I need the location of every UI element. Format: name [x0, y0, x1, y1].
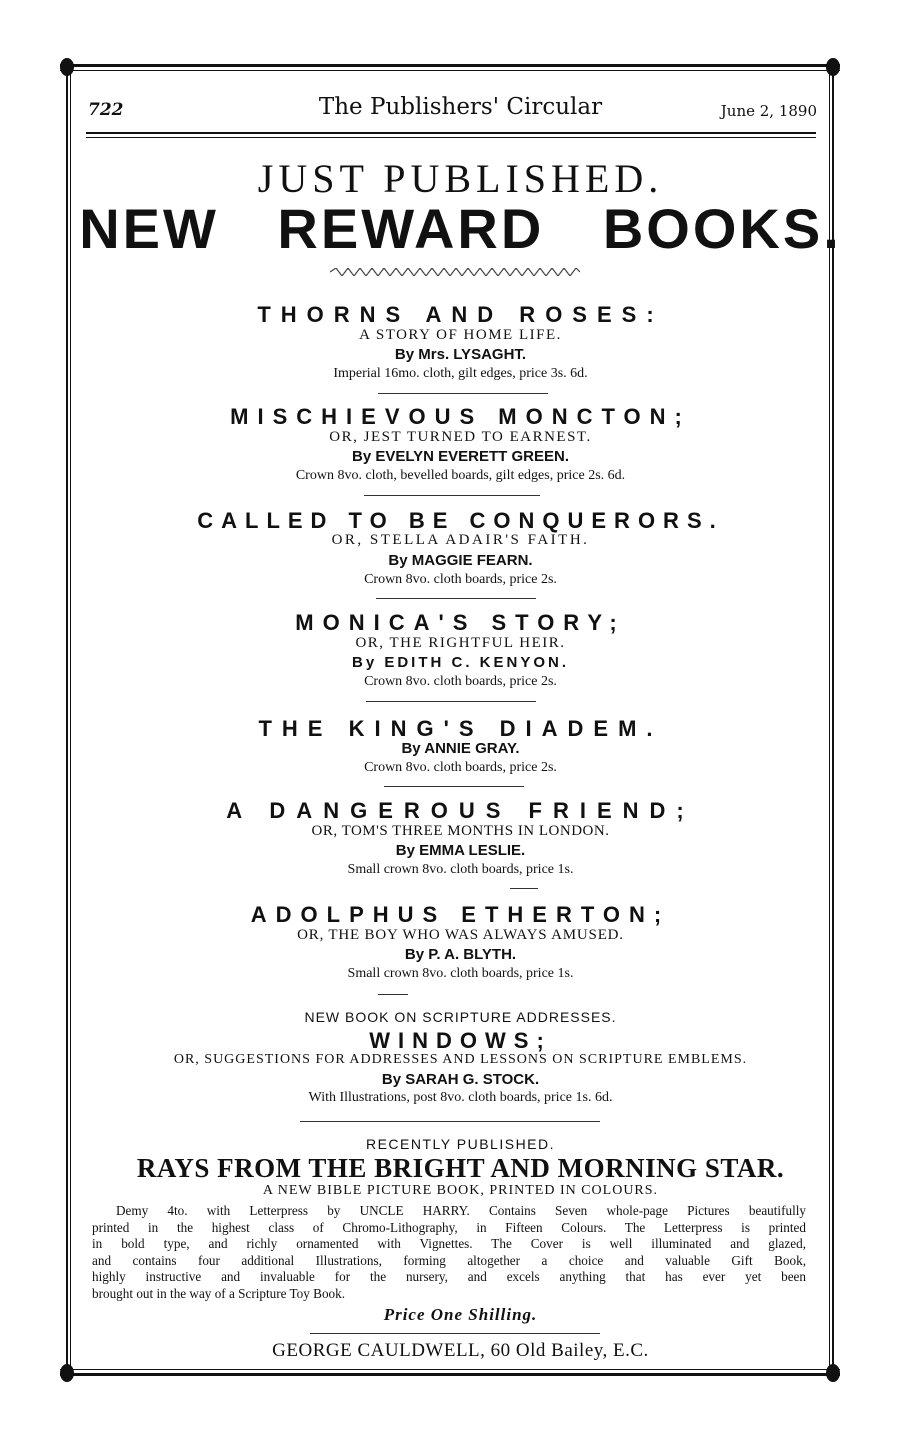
- journal-title: The Publishers' Circular: [318, 94, 603, 120]
- top-rule: [60, 64, 840, 67]
- book-author: By Mrs. LYSAGHT.: [394, 346, 527, 363]
- book-author: By ANNIE GRAY.: [401, 740, 520, 757]
- book-title: THORNS AND ROSES:: [257, 302, 664, 327]
- decorative-squiggle-icon: [330, 268, 580, 276]
- corner-ornament-icon: [60, 1364, 74, 1382]
- book-title: MISCHIEVOUS MONCTON;: [230, 404, 691, 429]
- scripture-heading: NEW BOOK ON SCRIPTURE ADDRESSES.: [304, 1009, 617, 1025]
- book-subtitle: OR, JEST TURNED TO EARNEST.: [329, 429, 592, 445]
- issue-date: June 2, 1890: [720, 102, 817, 120]
- bottom-rule: [60, 1373, 840, 1376]
- corner-ornament-icon: [826, 58, 840, 76]
- separator: [310, 1333, 600, 1334]
- separator: [378, 994, 408, 995]
- book-title: ADOLPHUS ETHERTON;: [250, 902, 671, 927]
- just-published-heading: JUST PUBLISHED.: [257, 156, 664, 201]
- header-rule-thin: [86, 137, 816, 138]
- book-price: Crown 8vo. cloth, bevelled boards, gilt edges, price 2s. 6d.: [295, 468, 626, 483]
- separator: [510, 888, 538, 889]
- book-author: By EVELYN EVERETT GREEN.: [351, 448, 569, 465]
- book-author: By MAGGIE FEARN.: [388, 552, 533, 569]
- book-price: Small crown 8vo. cloth boards, price 1s.: [347, 862, 574, 877]
- description-line: highly instructive and invaluable for the nursery, and excels anything that has ever yet been: [92, 1269, 806, 1285]
- recent-description: [92, 1203, 806, 1303]
- description-line: Demy 4to. with Letterpress by UNCLE HARRY. Contains Seven whole-page Pictures beautifully: [116, 1203, 806, 1218]
- separator: [366, 701, 536, 702]
- separator: [384, 786, 524, 787]
- recent-heading: RECENTLY PUBLISHED.: [365, 1136, 556, 1152]
- book-title: CALLED TO BE CONQUERORS.: [197, 508, 724, 533]
- book-price: Crown 8vo. cloth boards, price 2s.: [364, 572, 557, 587]
- book-price: With Illustrations, post 8vo. cloth boards, price 1s. 6d.: [308, 1090, 613, 1105]
- recent-title: RAYS FROM THE BRIGHT AND MORNING STAR.: [136, 1153, 785, 1183]
- book-author: By EDITH C. KENYON.: [351, 654, 570, 671]
- new-reward-books-heading: NEW REWARD BOOKS.: [79, 197, 842, 260]
- book-title: THE KING'S DIADEM.: [258, 716, 663, 741]
- book-author: By EMMA LESLIE.: [395, 842, 526, 859]
- description-line: in bold type, and richly ornamented with Vignettes. The Cover is well illuminated and glazed,: [92, 1236, 806, 1252]
- book-subtitle: OR, THE RIGHTFUL HEIR.: [355, 635, 566, 651]
- recent-price: Price One Shilling.: [383, 1305, 538, 1324]
- book-price: Crown 8vo. cloth boards, price 2s.: [364, 674, 557, 689]
- bottom-rule-thin: [60, 1369, 840, 1370]
- book-author: By SARAH G. STOCK.: [381, 1071, 540, 1088]
- separator: [300, 1121, 600, 1122]
- description-line: and contains four additional Illustrations, forming altogether a choice and valuable Gift Book,: [92, 1252, 806, 1268]
- book-price: Crown 8vo. cloth boards, price 2s.: [364, 760, 557, 775]
- book-price: Imperial 16mo. cloth, gilt edges, price 3s. 6d.: [333, 366, 588, 381]
- book-title: WINDOWS;: [369, 1028, 552, 1053]
- separator: [364, 495, 540, 496]
- book-title: A DANGEROUS FRIEND;: [226, 798, 695, 823]
- header-rule: [86, 132, 816, 134]
- book-author: By P. A. BLYTH.: [404, 946, 517, 963]
- book-price: Small crown 8vo. cloth boards, price 1s.: [347, 966, 574, 981]
- book-subtitle: A STORY OF HOME LIFE.: [359, 327, 562, 343]
- book-subtitle: OR, TOM'S THREE MONTHS IN LONDON.: [311, 823, 610, 839]
- description-line: printed in the highest class of Chromo-Lithography, in Fifteen Colours. The Letterpress is printed: [92, 1219, 806, 1235]
- publisher-imprint: GEORGE CAULDWELL, 60 Old Bailey, E.C.: [272, 1340, 649, 1361]
- separator: [376, 598, 536, 599]
- corner-ornament-icon: [60, 58, 74, 76]
- corner-ornament-icon: [826, 1364, 840, 1382]
- book-subtitle: OR, THE BOY WHO WAS ALWAYS AMUSED.: [297, 927, 624, 943]
- book-title: MONICA'S STORY;: [295, 610, 626, 635]
- recent-subtitle: A NEW BIBLE PICTURE BOOK, PRINTED IN COLOURS.: [262, 1183, 659, 1198]
- separator: [378, 393, 548, 394]
- page-number: 722: [88, 100, 124, 120]
- book-subtitle: OR, SUGGESTIONS FOR ADDRESSES AND LESSONS ON SCRIPTURE EMBLEMS.: [173, 1052, 748, 1067]
- top-rule-thin: [60, 70, 840, 71]
- book-subtitle: OR, STELLA ADAIR'S FAITH.: [331, 532, 590, 548]
- description-line: brought out in the way of a Scripture Toy Book.: [92, 1285, 346, 1301]
